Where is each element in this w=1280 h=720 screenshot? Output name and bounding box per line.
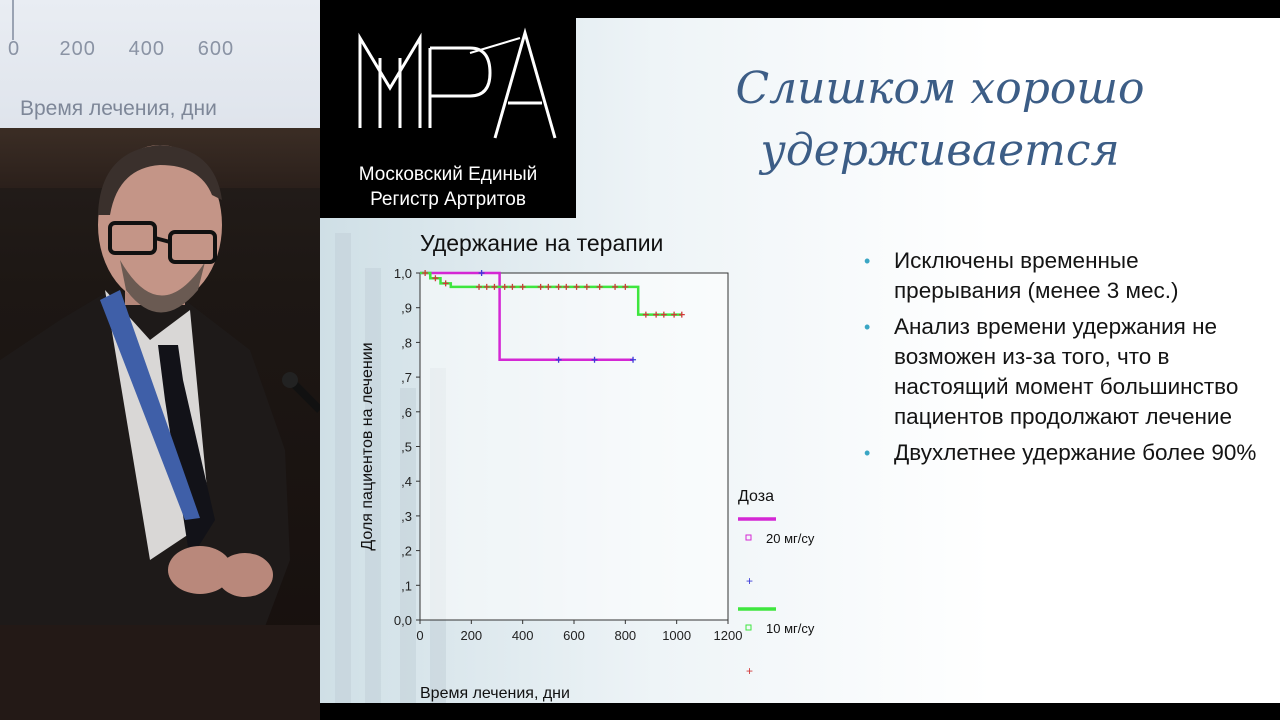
- legend-title: Доза: [738, 488, 774, 505]
- y-tick-label: ,4: [401, 474, 412, 490]
- slide-title: [680, 58, 1200, 182]
- chart-title: Удержание на терапии: [420, 230, 664, 256]
- lectern: [0, 625, 320, 720]
- x-axis-label: Время лечения, дни: [420, 685, 570, 702]
- legend-label: 10 мг/су: [766, 621, 815, 636]
- x-tick-label: 600: [563, 628, 585, 643]
- y-tick-label: 1,0: [393, 266, 412, 281]
- mera-logo: [320, 18, 576, 218]
- x-tick-label: 800: [614, 628, 637, 643]
- x-tick-label: 1200: [713, 628, 743, 643]
- logo-line-1: Московский Единый: [358, 164, 538, 185]
- background-x-ticks: 0 200 400 600: [8, 38, 235, 60]
- survival-chart: [340, 233, 840, 703]
- bullet-item: • Двухлетнее удержание более 90%: [850, 438, 1270, 468]
- y-tick-label: ,9: [401, 300, 412, 316]
- legend-marker: [746, 535, 751, 540]
- room-photo: [0, 0, 320, 720]
- x-tick-label: 200: [460, 628, 483, 643]
- legend-marker: [746, 625, 751, 630]
- y-axis-label: Доля пациентов на лечении: [359, 342, 376, 551]
- y-tick-label: ,8: [401, 335, 412, 351]
- y-tick-label: ,7: [401, 370, 412, 386]
- legend-censor-marker: +: [746, 664, 754, 678]
- plot-area: [420, 273, 728, 620]
- slide-title-line-1: Слишком хорошо: [735, 63, 1145, 114]
- mera-logo-mark: [320, 18, 576, 158]
- x-tick-label: 0: [416, 628, 424, 643]
- speaker-figure: [0, 0, 320, 720]
- presentation-slide: [320, 18, 1280, 703]
- y-tick-label: 0,0: [393, 613, 412, 628]
- logo-line-2: Регистр Артритов: [370, 189, 526, 210]
- legend-censor-marker: +: [746, 574, 754, 588]
- y-tick-label: ,3: [401, 508, 412, 524]
- background-x-label: Время лечения, дни: [20, 97, 217, 120]
- x-tick-label: 1000: [662, 628, 692, 643]
- y-tick-label: ,6: [401, 404, 412, 420]
- y-tick-label: ,5: [401, 439, 412, 455]
- x-tick-label: 400: [511, 628, 534, 643]
- bullet-item: • Исключены временные прерывания (менее 3 мес.): [850, 246, 1270, 306]
- slide-title-line-2: удерживается: [760, 125, 1120, 176]
- y-tick-label: ,1: [401, 578, 412, 594]
- y-tick-label: ,2: [401, 543, 412, 559]
- legend-label: 20 мг/су: [766, 531, 815, 546]
- bullet-list: [850, 246, 1270, 474]
- bullet-item: • Анализ времени удержания не возможен из-за того, что в настоящий момент большинство пациентов продолжают лечение: [850, 312, 1270, 432]
